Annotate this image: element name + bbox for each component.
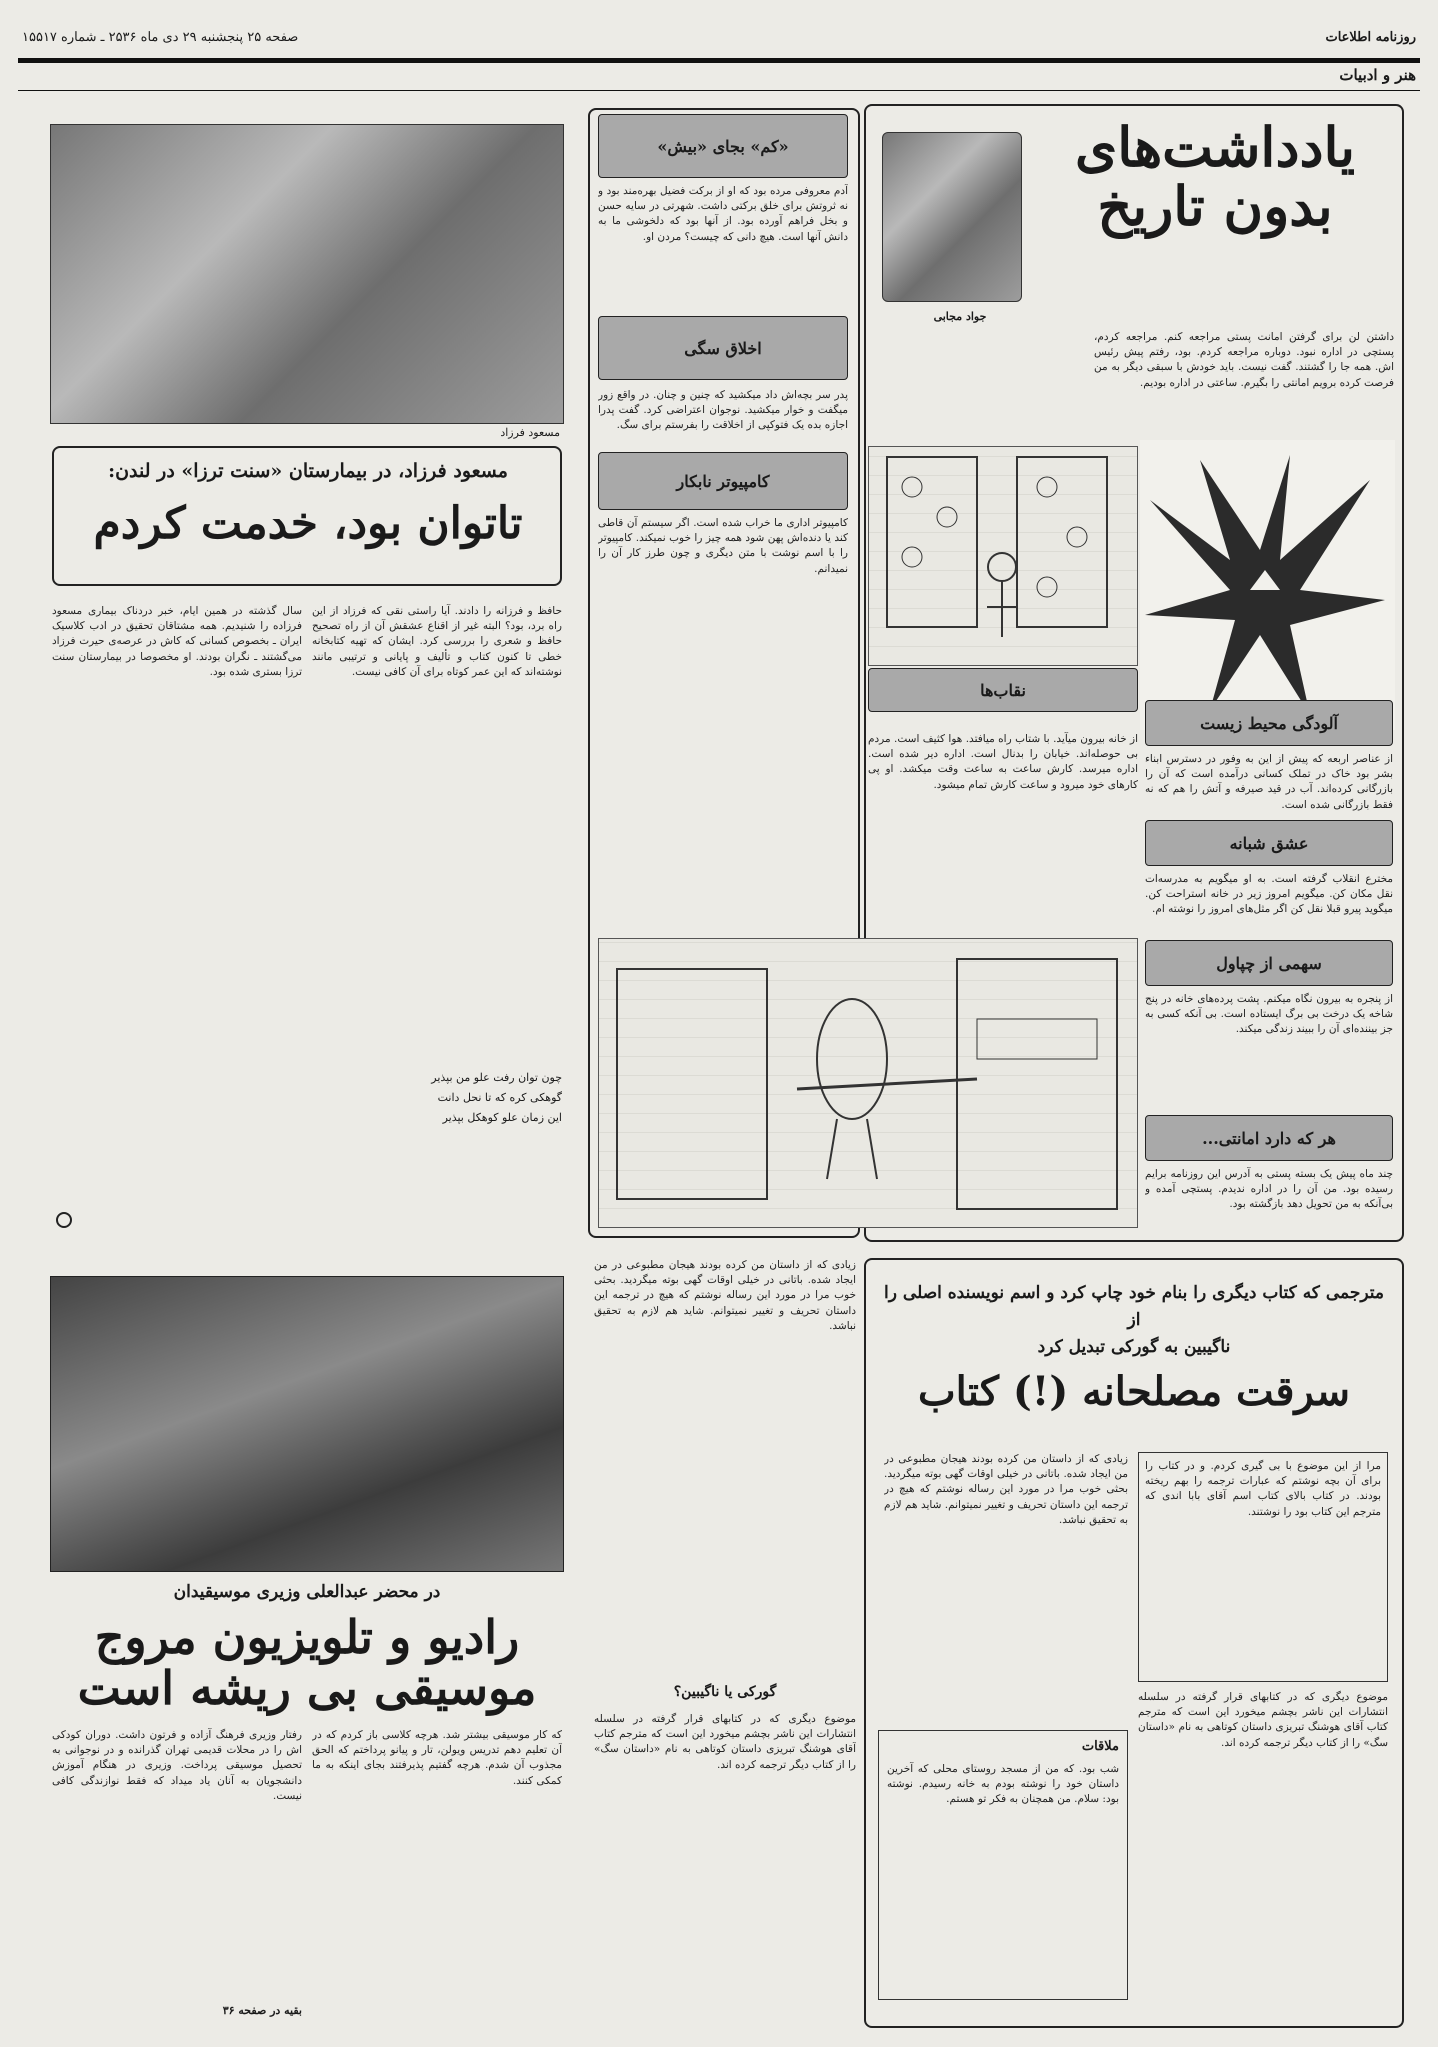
- vaziri-continued: بقیه در صفحه ۳۶: [222, 2004, 302, 2017]
- bird-icon: [1140, 440, 1395, 730]
- author-name: جواد مجابی: [933, 310, 987, 323]
- sub-masks: نقاب‌ها: [868, 668, 1138, 712]
- farzad-body-right: حافظ و فرزانه را دادند. آیا راستی نقی که فرزاد از این راه برد، بود؟ البته غیر از اقناع عشقش آن از راه تصحیح حافظ و شعری را بررسی کرد. ایشان که تهیه کتابخانه خطی تا کنون کتاب و تألیف و پایانی و ترتیبی مانند نوشته‌اند که این عمر کوتاه برای آن کافی نیست.: [312, 605, 562, 678]
- sub-pollution: آلودگی محیط زیست: [1145, 700, 1393, 746]
- sub-dog-ethics: اخلاق سگی: [598, 316, 848, 380]
- sub-flattery: سهمی از چپاول: [1145, 940, 1393, 986]
- vaziri-body-left: رفتار وزیری فرهنگ آزاده و فرتون داشت. دوران کودکی اش را در محلات قدیمی تهران گذرانده و در نوجوانی به تحصیل موسیقی پرداخت. وزیری در هنگام آموزش دانشجویان به آنان یاد میداد که فقط نوازندگی کافی نیست.: [52, 1729, 302, 1802]
- vaziri-headline: [52, 1612, 562, 1713]
- sub-less-more: «کم» بجای «بیش»: [598, 114, 848, 178]
- meeting-title: ملاقات: [1081, 1739, 1119, 1754]
- farzad-kicker: مسعود فرزاد، در بیمارستان «سنت ترزا» در لندن:: [108, 460, 508, 482]
- theft-body-right: موضوع دیگری که در کتابهای قرار گرفته در سلسله انتشارات این ناشر بچشم میخورد این است که مترجم کتاب آقای هوشنگ تبریزی داستان کوتاهی به نام «داستان سگ» را از کتاب دیگر ترجمه کرده اند.: [1138, 1691, 1388, 1749]
- masks-illustration: [868, 446, 1138, 666]
- vaziri-body-right: که کار موسیقی بیشتر شد. هرچه کلاسی باز کردم که در آن تعلیم دهم تدریس ویولن، تار و پیانو پرداختم که الحق مجذوب آن شدم. هرچه گفتیم پذیرفتند بجای اینکه به ما کمکی کنند.: [312, 1729, 562, 1787]
- vaziri-photo: [50, 1276, 564, 1572]
- vaziri-kicker: در محضر عبدالعلی وزیری موسیقیدان: [173, 1582, 441, 1602]
- sub-trust: هر که دارد امانتی...: [1145, 1115, 1393, 1161]
- theft-headline: سرقت مصلحانه (!) کتاب: [917, 1368, 1351, 1415]
- computer-drawing-icon: [597, 939, 1137, 1229]
- dog-ethics-text: پدر سر بچه‌اش داد میکشید که چنین و چنان. در واقع زور میگفت و خوار میکشید. نوجوان اعتراضی کرد. گفت پدرا اجازه بده یک فتوکپی از اخلاقت را بفرستم برای سگ.: [598, 389, 848, 432]
- farzad-headline: تاتوان بود، خدمت کردم: [93, 498, 523, 549]
- masks-text: از خانه بیرون میآید. با شتاب راه میافتد. هوا کثیف است. مردم بی حوصله‌اند. خیابان را بدنال است. اداره دیر شده است. اداره میرسد. کارش ساعت به ساعت وقت میکشد. او پی کارهای خود میرود و ساعت کارش تمام میشود.: [868, 733, 1138, 791]
- flattery-text: از پنجره به بیرون نگاه میکنم. پشت پرده‌های خانه در پنج شاخه یک درخت بی برگ ایستاده است. بی آنکه کسی به جز بیننده‌ای آن را ببیند زندگی میکند.: [1145, 993, 1393, 1036]
- verse-1: چون توان رفت علو من بپذیر: [431, 1071, 562, 1084]
- vaziri-headline-line2: موسیقی بی ریشه است: [77, 1660, 537, 1715]
- less-more-text: آدم معروفی مرده بود که او از برکت فضیل بهره‌مند بود و نه ثروتش برای خلق برکتی داشت. شهرتی در سایه حسن و بخل فراهم آورده بود. از آنها بود که دلخوشی ما به دانش آنها است. هیچ دانی که چیست؟ مردن او.: [598, 185, 848, 243]
- pollution-text: از عناصر اربعه که پیش از این به وفور در دسترس ابناء بشر بود خاک در تملک کسانی درآمده است که آن را بازرگانی کرده‌اند. آب در قید صیرفه و آتش را هم که نه فقط بازرگانی شده است.: [1145, 753, 1393, 811]
- theft-body: زیادی که از داستان من کرده بودند هیجان مطبوعی در من ایجاد شده. باتانی در خیلی اوقات گهی بوته میگردید. بحثی خوب مرا در مورد این رساله نوشتم که هیچ در ترجمه این داستان تحریف و تغییر نمیتوانم. شاید هم لازم به تحقیق نباشد.: [884, 1453, 1128, 1526]
- section-title: هنر و ادبیات: [1339, 66, 1416, 84]
- vaziri-headline-line1: رادیو و تلویزیون مروج: [94, 1610, 520, 1664]
- newspaper-name: روزنامه اطلاعات: [1325, 30, 1416, 45]
- trust-text: چند ماه پیش یک بسته پستی به آدرس این روزنامه برایم رسیده بود. من آن را در اداره ندیدم. پستچی آمده و بی‌آنکه به من تحویل دهد بازگشته بود.: [1145, 1168, 1393, 1211]
- meeting-text: شب بود. که من از مسجد روستای محلی که آخرین داستان خود را نوشته بودم به خانه رسیدم. نوشته بود: سلام. من همچنان به فکر تو هستم.: [887, 1763, 1119, 1806]
- verse-2: گوهکی کره که تا نحل دانت: [437, 1090, 562, 1104]
- theft-kicker-line1: مترجمی که کتاب دیگری را بنام خود چاپ کرد و اسم نویسنده اصلی را از: [884, 1283, 1384, 1331]
- sub-night-love: عشق شبانه: [1145, 820, 1393, 866]
- verse-3: این زمان علو کوهکل بپذیر: [442, 1110, 562, 1124]
- sub-gorky: گورکی یا ناگیبین؟: [673, 1684, 777, 1700]
- farzad-verses: [312, 1068, 562, 1127]
- farzad-body-left: سال گذشته در همین ایام، خبر دردناک بیماری مسعود فرزاده را شنیدیم. همه مشتاقان تحقیق در ادب کلاسیک ایران ـ بخصوص کسانی که کاش در عرصه‌ی حیرت فرزاد می‌گشتند ـ نگران بودند. او مخصوصا در بیمارستان سنت ترزا بستری شده بود.: [52, 605, 302, 678]
- issue-info: صفحه ۲۵ پنجشنبه ۲۹ دی ماه ۲۵۳۶ ـ شماره ۱۵۵۱۷: [22, 30, 299, 45]
- theft-kicker: [884, 1280, 1384, 1362]
- gorky-text: موضوع دیگری که در کتابهای قرار گرفته در سلسله انتشارات این ناشر بچشم میخورد این است که مترجم کتاب آقای هوشنگ تبریزی داستان کوتاهی به نام «داستان سگ» را از کتاب دیگر ترجمه کرده اند.: [594, 1713, 856, 1771]
- memoirs-intro: داشتن لن برای گرفتن امانت پستی مراجعه کنم. مراجعه کردم، پستچی در اداره نبود. دوباره مراجعه کردم. بود، رفتم پیش رئیس اش. همه جا را گشتند. گفت نیست. باید خودش با سبقی دیگر به من فرصت کرده برویم امانتی را بگیرم. ساعتی در اداره بودیم.: [1094, 331, 1394, 389]
- night-love-text: مخترع انقلاب گرفته است. به او میگویم به مدرسه‌ات نقل مکان کن. میگویم امروز زیر در خانه استراحت کن. میگوید پیرو قبلا نقل کن اگر مثل‌های امروز را نوشته ام.: [1145, 873, 1393, 916]
- meeting-box: [878, 1730, 1128, 2000]
- theft-body-continued: زیادی که از داستان من کرده بودند هیجان مطبوعی در من ایجاد شده. باتانی در خیلی اوقات گهی بوته میگردید. بحثی خوب مرا در مورد این رساله نوشتم که هیچ در ترجمه این داستان تحریف و تغییر نمیتوانم. شاید هم لازم به تحقیق نباشد.: [594, 1259, 856, 1332]
- computer-text: کامپیوتر اداری ما خراب شده است. اگر سیستم آن قاطی کند یا دنده‌اش پهن شود همه چیز را خوب نمیکند. کامپیوتر را با اسم نوشت با متن دیگری و چون طرز کار آن را نمیدانم.: [598, 517, 848, 575]
- farzad-photo-caption: مسعود فرزاد: [500, 426, 560, 439]
- author-photo: [882, 132, 1022, 302]
- memoirs-title: [1040, 115, 1390, 239]
- section-rule: [18, 90, 1420, 91]
- farzad-photo: [50, 124, 564, 424]
- end-mark-icon: [56, 1212, 72, 1228]
- theft-side-box: مرا از این موضوع با بی گیری کردم. و در کتاب را برای آن بچه نوشتم که عبارات ترجمه را بهم ریخته بودند. در کتاب بالای کتاب اسم آقای بابا اندی که مترجم این کتاب بود را نوشتند.: [1138, 1452, 1388, 1682]
- memoirs-title-line2: بدون تاریخ: [1097, 174, 1333, 239]
- masks-drawing-icon: [867, 447, 1137, 667]
- computer-cartoon: [598, 938, 1138, 1228]
- memoirs-title-line1: یادداشت‌های: [1074, 115, 1356, 179]
- masthead-rule: [18, 58, 1420, 63]
- theft-kicker-line2: ناگیبین به گورکی تبدیل کرد: [1037, 1337, 1231, 1358]
- bird-illustration: [1140, 440, 1395, 730]
- sub-computer: کامپیوتر نابکار: [598, 452, 848, 510]
- masthead: [18, 22, 1420, 56]
